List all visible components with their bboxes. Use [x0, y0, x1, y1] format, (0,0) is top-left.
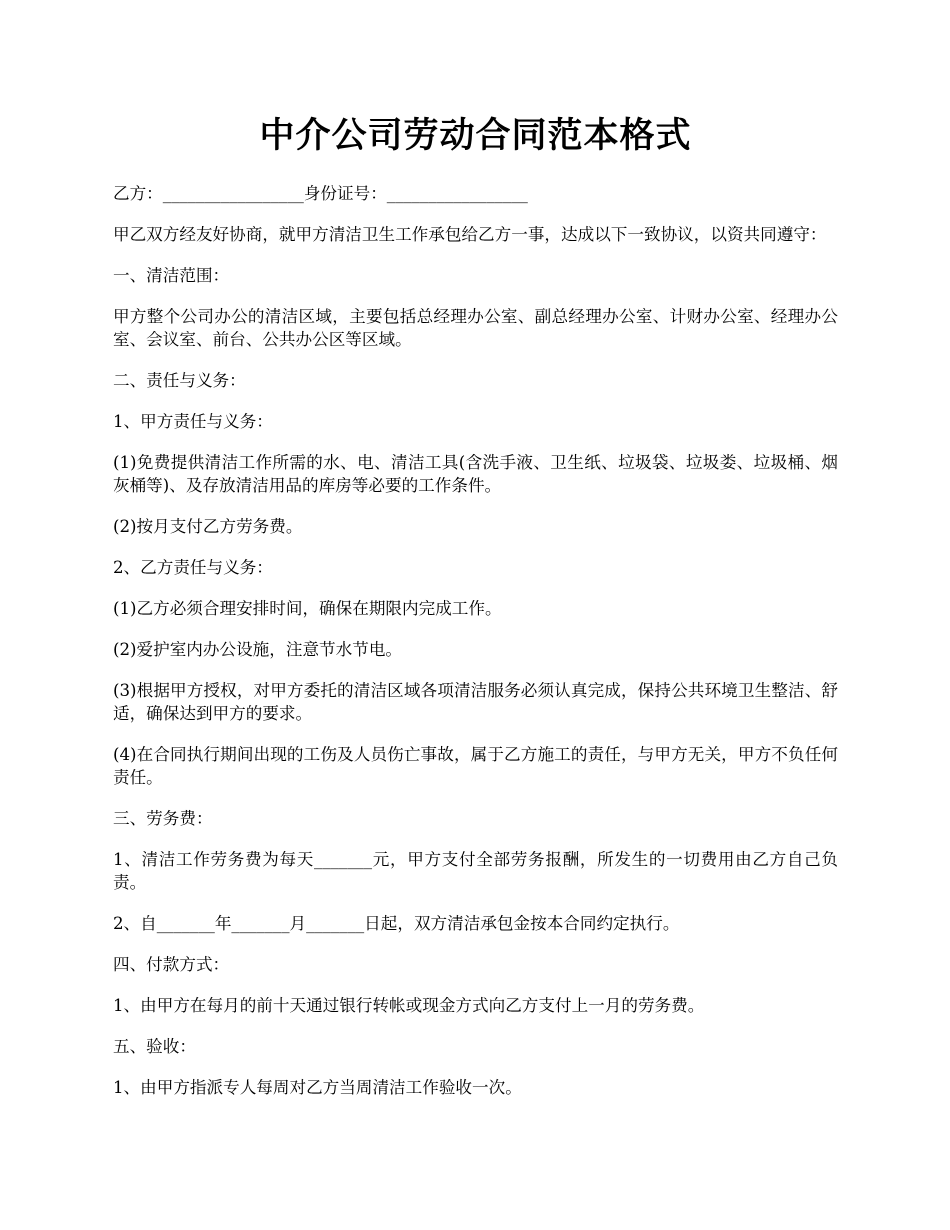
fee-clause-2: 2、自_______年_______月_______日起，双方清洁承包金按本合同约定执行。 — [113, 914, 680, 933]
section-heading-duties: 二、责任与义务： — [113, 371, 246, 390]
section-heading-fee: 三、劳务费： — [113, 809, 213, 828]
scope-paragraph: 甲方整个公司办公的清洁区域，主要包括总经理办公室、副总经理办公室、计财办公室、经理办公室、会议室、前台、公共办公区等区域。 — [113, 307, 838, 349]
party-b-duty-2: (2)爱护室内办公设施，注意节水节电。 — [113, 640, 403, 659]
section-heading-scope: 一、清洁范围： — [113, 266, 230, 285]
party-b-duty-3: (3)根据甲方授权，对甲方委托的清洁区域各项清洁服务必须认真完成，保持公共环境卫生整洁、舒适，确保达到甲方的要求。 — [113, 681, 838, 723]
party-b-line: 乙方：_________________身份证号：_________________ — [113, 184, 528, 203]
payment-clause-1: 1、由甲方在每月的前十天通过银行转帐或现金方式向乙方支付上一月的劳务费。 — [113, 996, 705, 1015]
preamble-paragraph: 甲乙双方经友好协商，就甲方清洁卫生工作承包给乙方一事，达成以下一致协议，以资共同遵守： — [113, 225, 827, 244]
subheading-party-b-duties: 2、乙方责任与义务： — [113, 558, 273, 577]
party-a-duty-2: (2)按月支付乙方劳务费。 — [113, 517, 303, 536]
section-heading-acceptance: 五、验收： — [113, 1037, 196, 1056]
subheading-party-a-duties: 1、甲方责任与义务： — [113, 412, 273, 431]
acceptance-clause-1: 1、由甲方指派专人每周对乙方当周清洁工作验收一次。 — [113, 1078, 522, 1097]
party-b-duty-4: (4)在合同执行期间出现的工伤及人员伤亡事故，属于乙方施工的责任，与甲方无关，甲方不负任何责任。 — [113, 745, 838, 787]
section-heading-payment: 四、付款方式： — [113, 955, 230, 974]
fee-clause-1: 1、清洁工作劳务费为每天_______元，甲方支付全部劳务报酬，所发生的一切费用由乙方自己负责。 — [113, 850, 838, 892]
party-b-duty-1: (1)乙方必须合理安排时间，确保在期限内完成工作。 — [113, 599, 502, 618]
party-a-duty-1: (1)免费提供清洁工作所需的水、电、清洁工具(含洗手液、卫生纸、垃圾袋、垃圾娄、垃圾桶、烟灰桶等)、及存放清洁用品的库房等必要的工作条件。 — [113, 453, 838, 495]
document-title: 中介公司劳动合同范本格式 — [259, 115, 692, 156]
